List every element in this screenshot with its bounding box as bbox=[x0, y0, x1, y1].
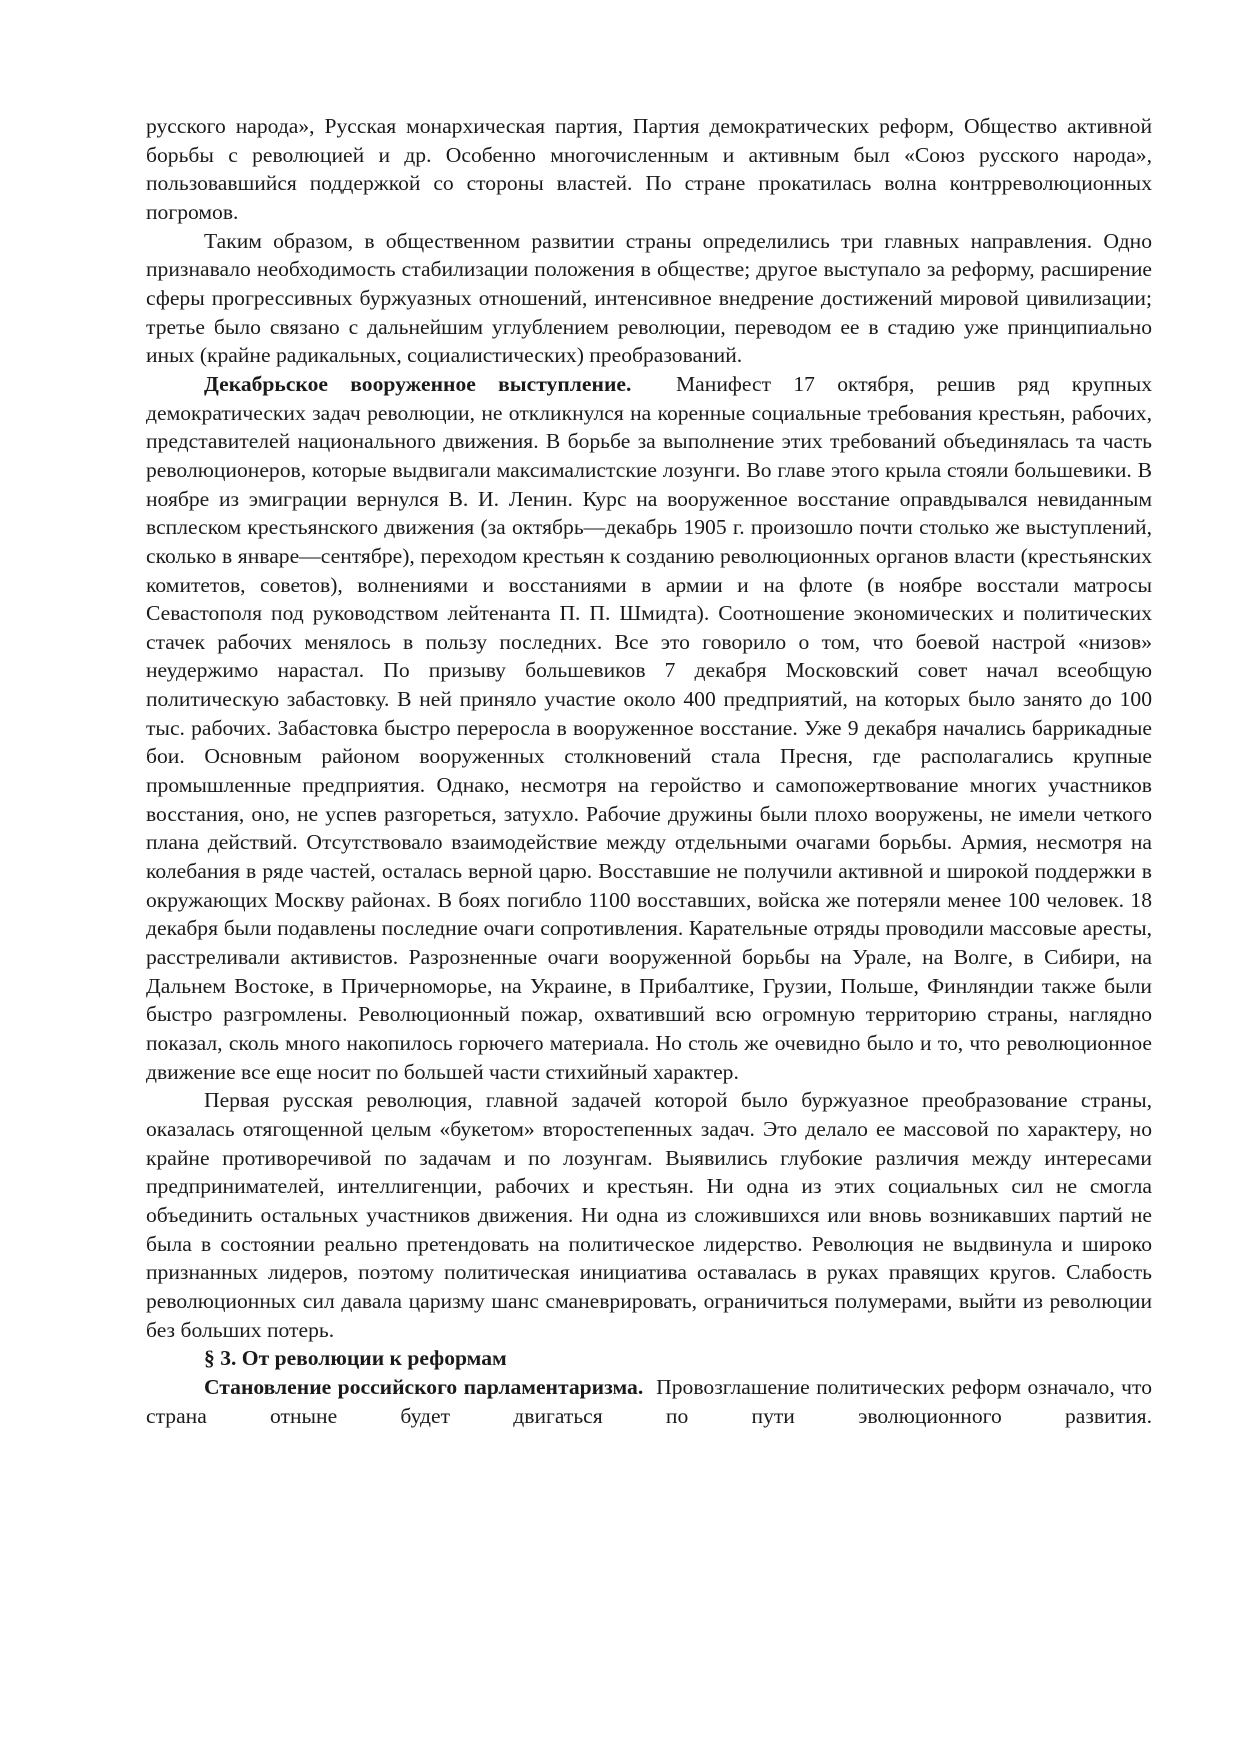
paragraph-5 bbox=[146, 1373, 1152, 1430]
paragraph-2: Таким образом, в общественном развитии страны определились три главных направления. Одно признавало необходимость стабилизации положения в обществе; другое выступало за реформу, расширение сферы прогрессивных буржуазных отношений, интенсивное внедрение достижений мировой цивилизации; третье было связано с дальнейшим углублением революции, переводом ее в стадию уже принципиально иных (крайне радикальных, социалистических) преобразований. bbox=[146, 228, 1152, 368]
paragraph-1: русского народа», Русская монархическая партия, Партия демократических реформ, Общество активной борьбы с революцией и др. Особенно многочисленным и активным был «Союз русского народа», пользовавшийся поддержкой со стороны властей. По стране прокатилась волна контрреволюционных погромов. bbox=[146, 114, 1152, 224]
paragraph-3-heading: Декабрьское вооруженное выступление. bbox=[204, 371, 632, 396]
section-title: § 3. От революции к реформам bbox=[204, 1346, 507, 1371]
document-page bbox=[146, 112, 1152, 1430]
paragraph-3 bbox=[146, 370, 1152, 1086]
paragraph-3-body: Манифест 17 октября, решив ряд крупных демократических задач революции, не откликнулся на коренные социальные требования крестьян, рабочих, представителей национального движения. В борьбе за выполнение этих требований объединялась та часть революционеров, которые выдвигали максималистские лозунги. Во главе этого крыла стояли большевики. В ноябре из эмиграции вернулся В. И. Ленин. Курс на вооруженное восстание оправдывался невиданным всплеском крестьянского движения (за октябрь—декабрь 1905 г. произошло почти столько же выступлений, сколько в январе—сентябре), переходом крестьян к созданию революционных органов власти (крестьянских комитетов, советов), волнениями и восстаниями в армии и на флоте (в ноябре восстали матросы Севастополя под руководством лейтенанта П. П. Шмидта). Соотношение экономических и политических стачек рабочих менялось в пользу последних. Все это говорило о том, что боевой настрой «низов» неудержимо нарастал. По призыву большевиков 7 декабря Московский совет начал всеобщую политическую забастовку. В ней приняло участие около 400 предприятий, на которых было занято до 100 тыс. рабочих. Забастовка быстро переросла в вооруженное восстание. Уже 9 декабря начались баррикадные бои. Основным районом вооруженных столкновений стала Пресня, где располагались крупные промышленные предприятия. Однако, несмотря на геройство и самопожертвование многих участников восстания, оно, не успев разгореться, затухло. Рабочие дружины были плохо вооружены, не имели четкого плана действий. Отсутствовало взаимодействие между отдельными очагами борьбы. Армия, несмотря на колебания в ряде частей, осталась верной царю. Восставшие не получили активной и широкой поддержки в окружающих Москву районах. В боях погибло 1100 восставших, войска же потеряли менее 100 человек. 18 декабря были подавлены последние очаги сопротивления. Карательные отряды проводили массовые аресты, расстреливали активистов. Разрозненные очаги вооруженной борьбы на Урале, на Волге, в Сибири, на Дальнем Востоке, в Причерноморье, на Украине, в Прибалтике, Грузии, Польше, Финляндии также были быстро разгромлены. Революционный пожар, охвативший всю огромную территорию страны, наглядно показал, сколь много накопилось горючего материала. Но столь же очевидно было и то, что революционное движение все еще носит по большей части стихийный характер. bbox=[146, 371, 1153, 1084]
paragraph-5-body: Провозглашение политических реформ означало, что страна отныне будет двигаться по пути эволюционного развития. bbox=[146, 1374, 1152, 1428]
paragraph-5-heading: Становление российского парламентаризма. bbox=[204, 1374, 644, 1399]
paragraph-4: Первая русская революция, главной задачей которой было буржуазное преобразование страны, оказалась отягощенной целым «букетом» второстепенных задач. Это делало ее массовой по характеру, но крайне противоречивой по задачам и по лозунгам. Выявились глубокие различия между интересами предпринимателей, интеллигенции, рабочих и крестьян. Ни одна из этих социальных сил не смогла объединить остальных участников движения. Ни одна из сложившихся или вновь возникавших партий не была в состоянии реально претендовать на политическое лидерство. Революция не выдвинула и широко признанных лидеров, поэтому политическая инициатива оставалась в руках правящих кругов. Слабость революционных сил давала царизму шанс сманеврировать, ограничиться полумерами, выйти из революции без больших потерь. bbox=[146, 1088, 1152, 1342]
